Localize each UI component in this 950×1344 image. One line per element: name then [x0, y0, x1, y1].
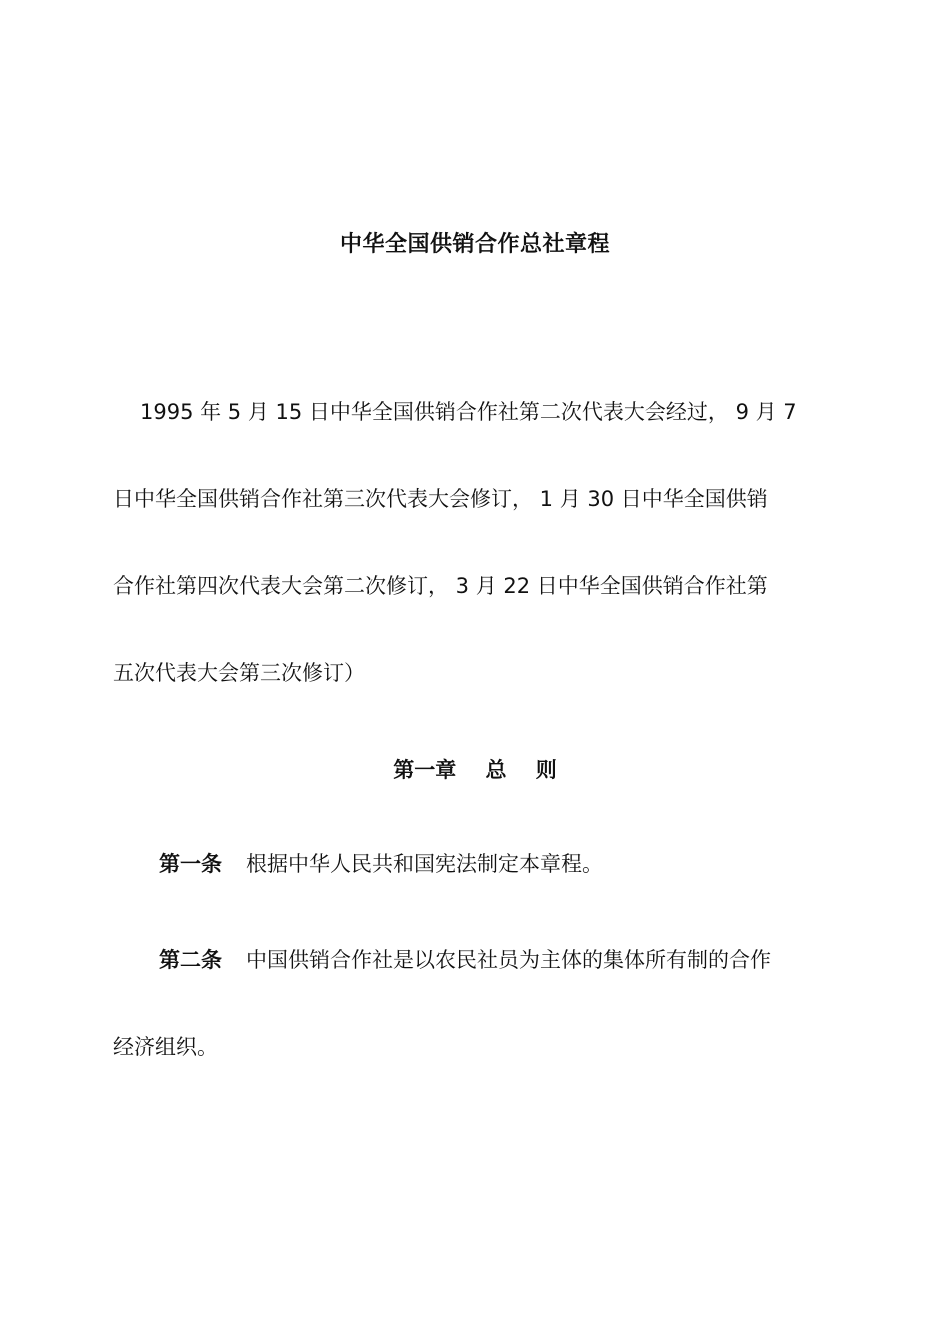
- article-label: 第二条: [159, 948, 222, 972]
- article-text: 中国供销合作社是以农民社员为主体的集体所有制的合作: [246, 948, 771, 972]
- article-line: [113, 938, 843, 982]
- preamble-line: 合作社第四次代表大会第二次修订， 3 月 22 日中华全国供销合作社第: [113, 574, 768, 598]
- chapter-heading: 第一章 总 则: [393, 758, 557, 782]
- article-1: [113, 842, 843, 886]
- preamble-line: 1995 年 5 月 15 日中华全国供销合作社第二次代表大会经过， 9 月 7: [140, 400, 797, 424]
- preamble-line: 日中华全国供销合作社第三次代表大会修订， 1 月 30 日中华全国供销: [113, 487, 768, 511]
- article-line: 经济组织。: [113, 1035, 218, 1059]
- preamble-paragraph: [113, 390, 828, 695]
- article-label: 第一条: [159, 852, 222, 876]
- article-line: [113, 842, 843, 886]
- preamble-line: 五次代表大会第三次修订）: [113, 661, 365, 685]
- article-2: [113, 938, 843, 1069]
- article-text: 根据中华人民共和国宪法制定本章程。: [246, 852, 603, 876]
- document-title: 中华全国供销合作总社章程: [339, 232, 610, 257]
